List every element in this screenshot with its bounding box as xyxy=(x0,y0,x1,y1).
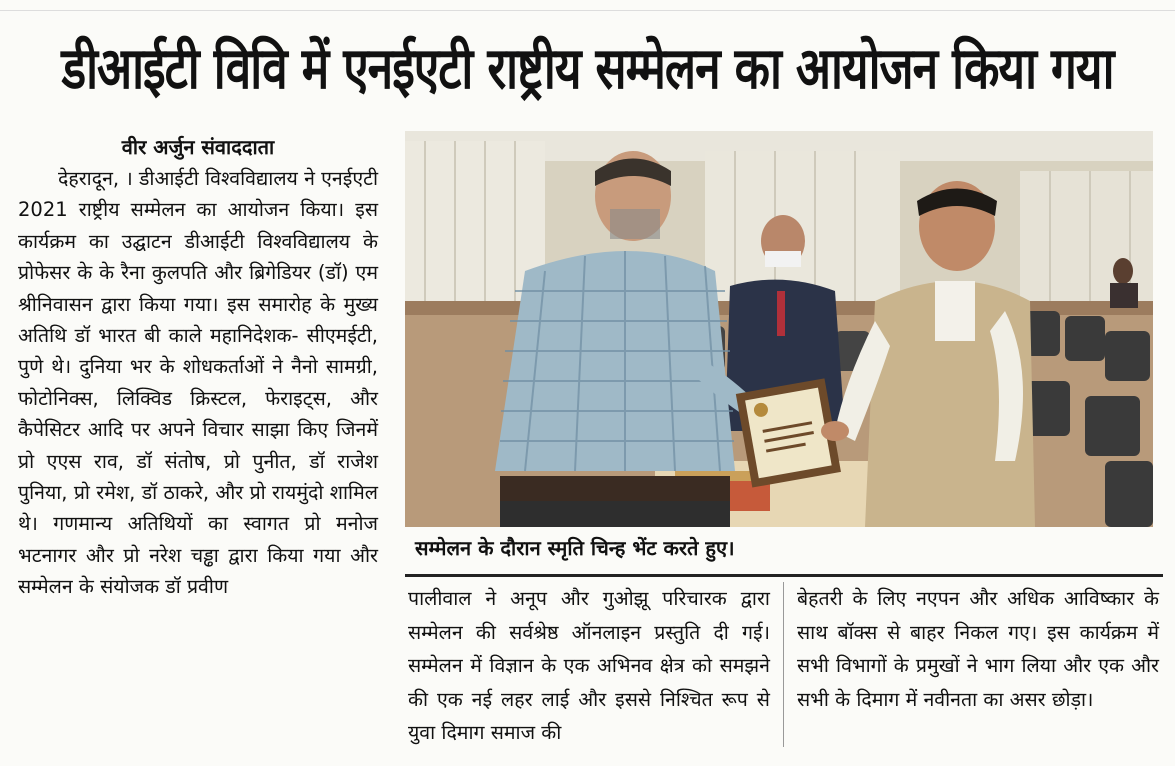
memento-presentation-photo xyxy=(405,131,1153,527)
article-body-left: देहरादून, । डीआईटी विश्वविद्यालय ने एनईएटी 2021 राष्ट्रीय सम्मेलन का आयोजन किया। इस कार्यक्रम का उद्घाटन डीआईटी विश्वविद्यालय के प्रोफेसर के के रैना कुलपति और ब्रिगेडियर (डॉ) एम श्रीनिवासन द्वारा किया गया। इस समारोह के मुख्य अतिथि डॉ भारत बी काले महानिदेशक- सीएमईटी, पुणे थे। दुनिया भर के शोधकर्ताओं ने नैनो सामग्री, फोटोनिक्स, लिक्विड क्रिस्टल, फेराइट्स, और कैपेसिटर आदि पर अपने विचार साझा किए जिनमें प्रो एएस राव, डॉ संतोष, प्रो पुनीत, डॉ राजेश पुनिया, प्रो रमेश, डॉ ठाकरे, और प्रो रायमुंदो शामिल थे। गणमान्य अतिथियों का स्वागत प्रो मनोज भटनागर और प्रो नरेश चड्ढा द्वारा किया गया और सम्मेलन के संयोजक डॉ प्रवीण xyxy=(18,167,378,599)
article-headline: डीआईटी विवि में एनईएटी राष्ट्रीय सम्मेलन का आयोजन किया गया xyxy=(61,34,1114,102)
column-divider xyxy=(783,582,784,747)
article-body-middle: पालीवाल ने अनूप और गुओझू परिचारक द्वारा सम्मेलन की सर्वश्रेष्ठ ऑनलाइन प्रस्तुति दी गई। सम्मेलन में विज्ञान के एक अभिनव क्षेत्र को समझने की एक नई लहर लाई और इससे निश्चित रूप से युवा दिमाग समाज की xyxy=(408,587,770,744)
article-column-left xyxy=(18,133,378,603)
clipped-previous-article-edge xyxy=(0,0,1175,11)
photo-caption: सम्मेलन के दौरान स्मृति चिन्ह भेंट करते हुए। xyxy=(415,536,735,560)
section-rule xyxy=(405,574,1163,577)
article-body-right: बेहतरी के लिए नएपन और अधिक आविष्कार के साथ बॉक्स से बाहर निकल गए। इस कार्यक्रम में सभी विभागों के प्रमुखों ने भाग लिया और एक और सभी के दिमाग में नवीनता का असर छोड़ा। xyxy=(797,587,1159,711)
byline: वीर अर्जुन संवाददाता xyxy=(121,135,275,159)
news-photo xyxy=(405,131,1153,527)
